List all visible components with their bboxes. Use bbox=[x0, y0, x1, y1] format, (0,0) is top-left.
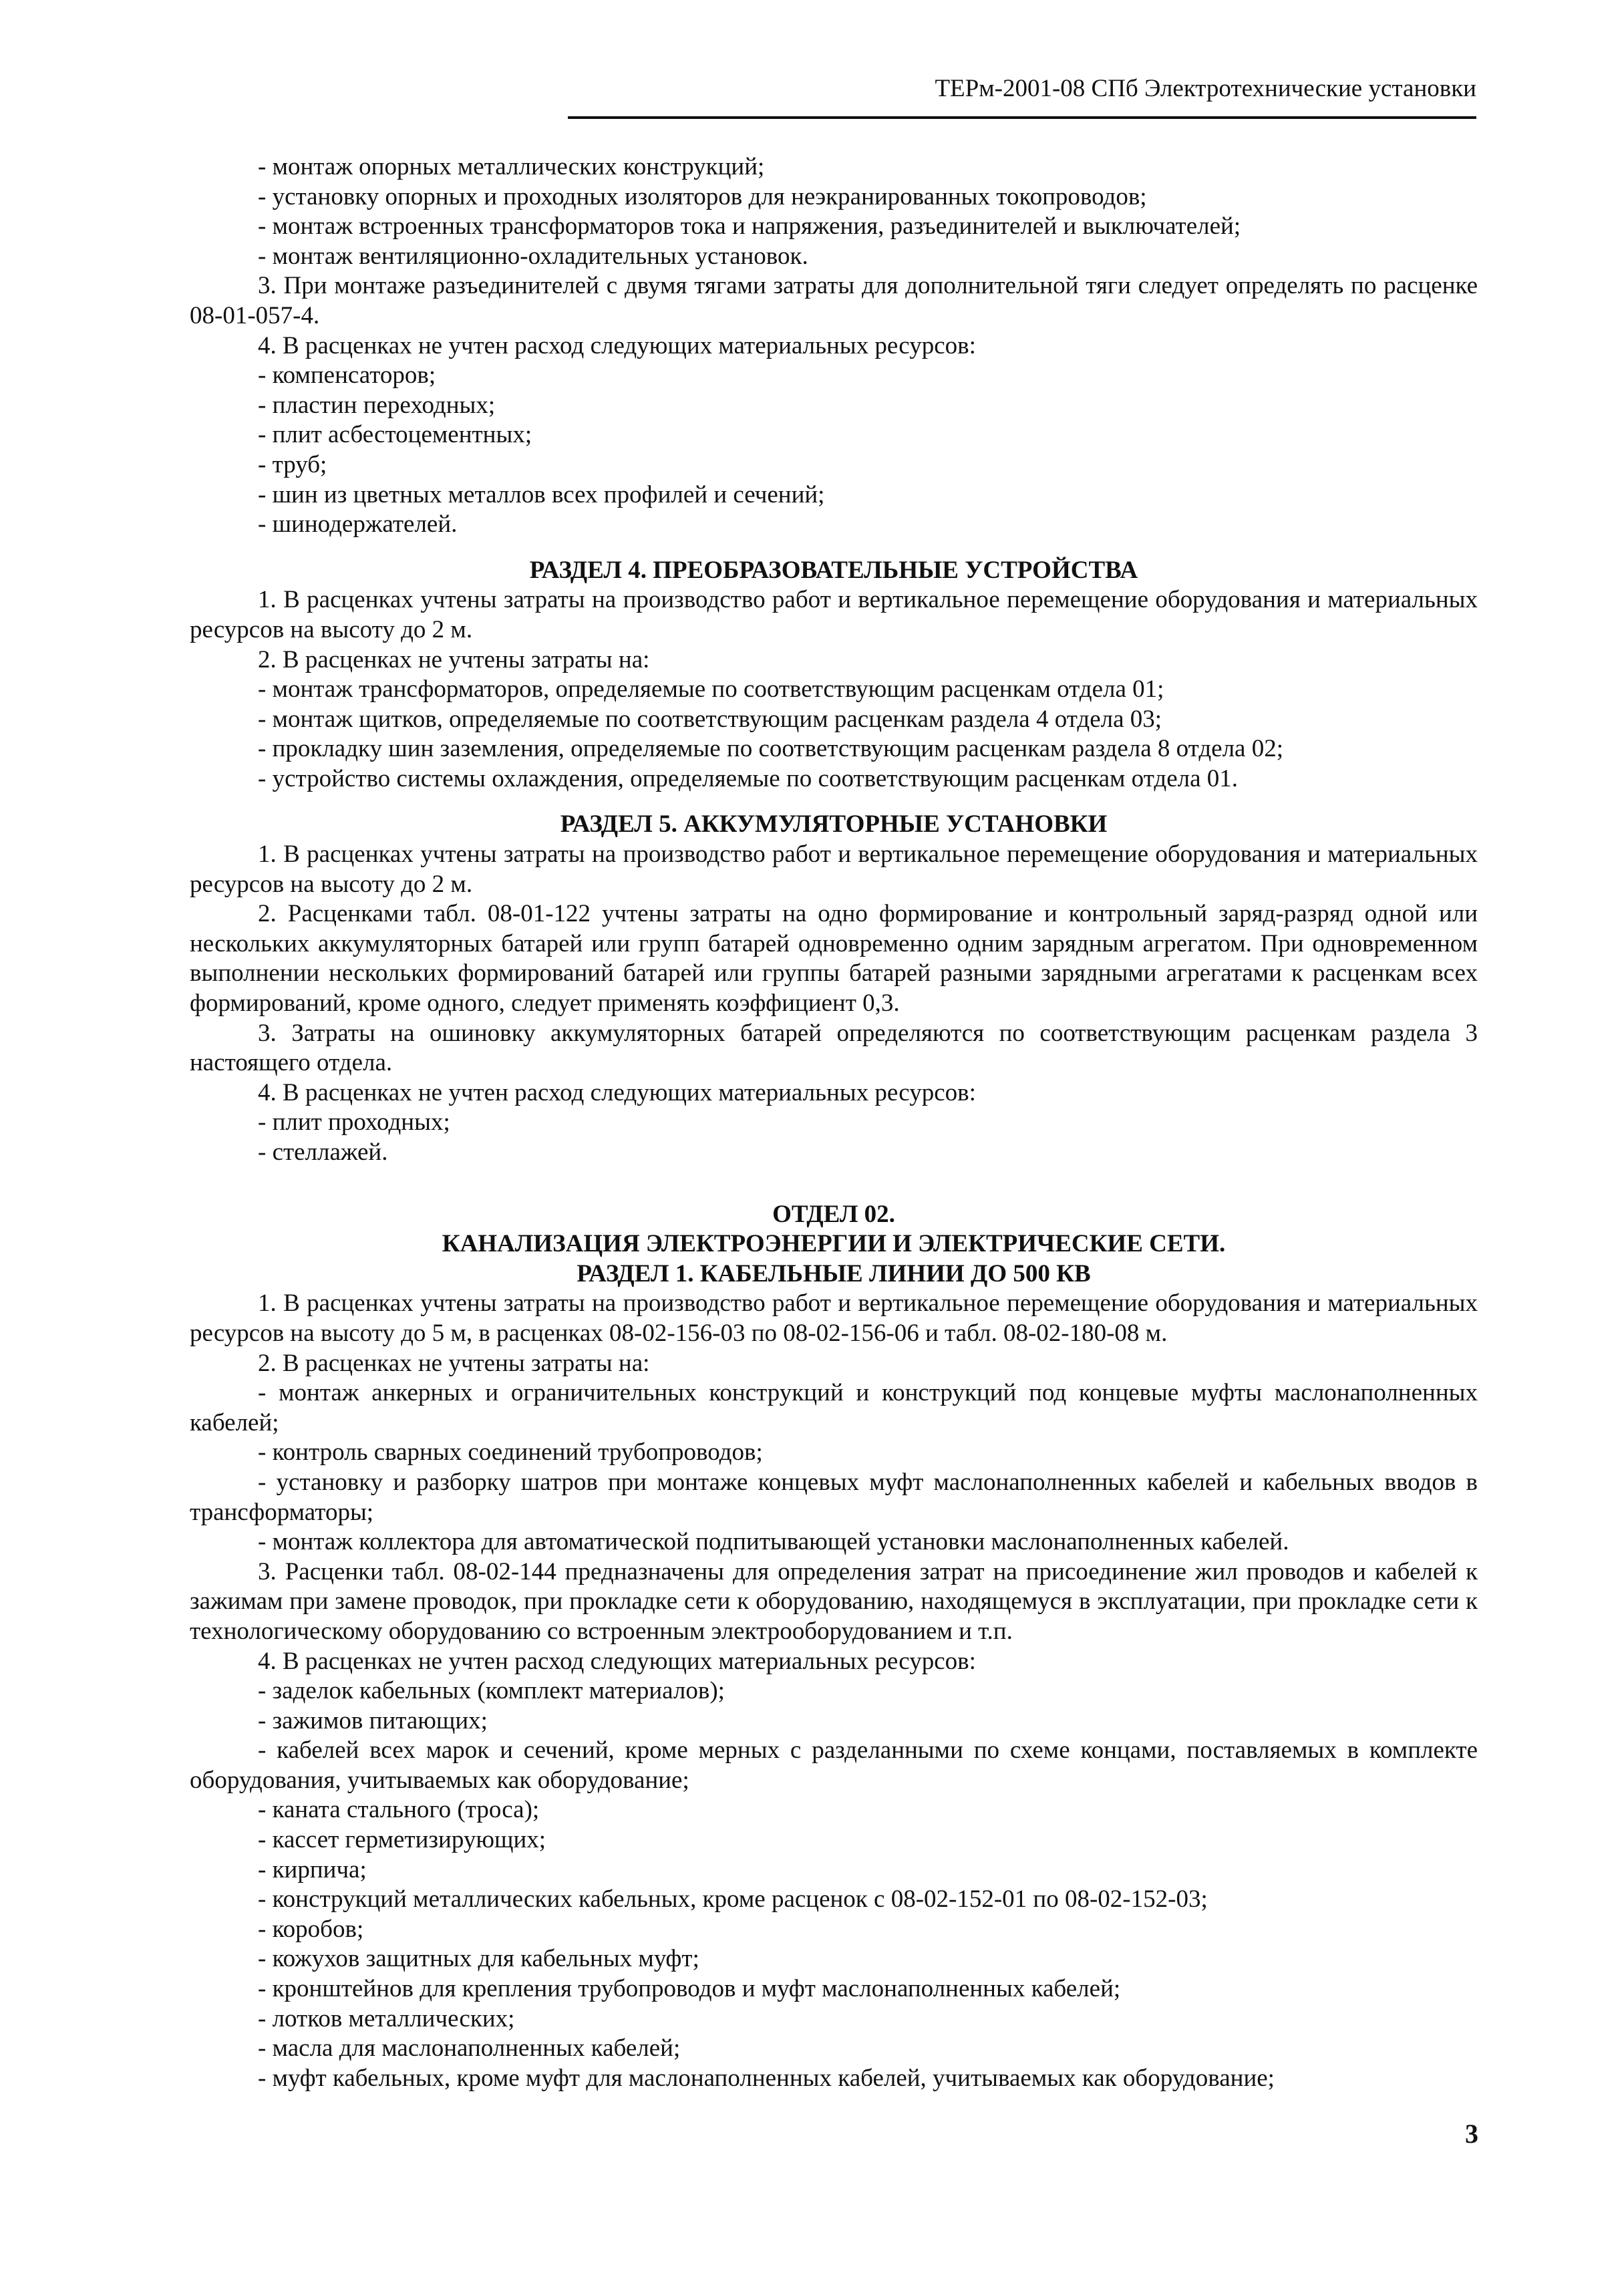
list-item: - зажимов питающих; bbox=[258, 1706, 488, 1734]
section-heading: РАЗДЕЛ 5. АККУМУЛЯТОРНЫЕ УСТАНОВКИ bbox=[560, 810, 1108, 838]
paragraph: 4. В расценках не учтен расход следующих материальных ресурсов: bbox=[258, 1078, 976, 1106]
list-item: - конструкций металлических кабельных, кроме расценок с 08-02-152-01 по 08-02-152-03; bbox=[258, 1885, 1208, 1914]
section-5 bbox=[190, 810, 1478, 1167]
list-item: - кирпича; bbox=[258, 1855, 367, 1883]
list-item: - труб; bbox=[258, 450, 327, 478]
list-item: - монтаж трансформаторов, определяемые по соответствующим расценкам отдела 01; bbox=[258, 675, 1164, 704]
list-item: - контроль сварных соединений трубопроводов; bbox=[258, 1438, 763, 1467]
paragraph: 4. В расценках не учтен расход следующих материальных ресурсов: bbox=[258, 1647, 976, 1675]
list-item: - монтаж опорных металлических конструкций; bbox=[258, 153, 765, 180]
list-item: - установку опорных и проходных изоляторов для неэкранированных токопроводов; bbox=[258, 182, 1147, 210]
list-item: - монтаж вентиляционно-охладительных установок. bbox=[258, 242, 808, 270]
department-heading: ОТДЕЛ 02. bbox=[772, 1200, 895, 1228]
list-item: - прокладку шин заземления, определяемые по соответствующим расценкам раздела 8 отдела 02; bbox=[258, 735, 1284, 763]
paragraph: 1. В расценках учтены затраты на производство работ и вертикальное перемещение оборудования и материальных ресурсов на высоту до 5 м, в расценках 08-02-156-03 по 08-02-156-06 и табл. 08-02-180-08 м. bbox=[190, 1289, 1478, 1347]
paragraph: 3. При монтаже разъединителей с двумя тягами затраты для дополнительной тяги следует определять по расценке 08-01-057-4. bbox=[190, 272, 1478, 329]
intro-block bbox=[190, 152, 1478, 540]
list-item: - устройство системы охлаждения, определяемые по соответствующим расценкам отдела 01. bbox=[258, 764, 1239, 792]
paragraph: 2. Расценками табл. 08-01-122 учтены затраты на одно формирование и контрольный заряд-разряд одной или нескольких аккумуляторных батарей или групп батарей одновременно одним зарядным агрегатом. При одновременном выполнении нескольких формирований батарей или группы батарей разными зарядными агрегатами к расценкам всех формирований, кроме одного, следует применять коэффициент 0,3. bbox=[190, 900, 1478, 1018]
paragraph: 3. Затраты на ошиновку аккумуляторных батарей определяются по соответствующим расценкам раздела 3 настоящего отдела. bbox=[190, 1019, 1478, 1077]
list-item: - шин из цветных металлов всех профилей и сечений; bbox=[258, 480, 825, 508]
list-item: - заделок кабельных (комплект материалов); bbox=[258, 1677, 725, 1705]
paragraph: 1. В расценках учтены затраты на производство работ и вертикальное перемещение оборудования и материальных ресурсов на высоту до 2 м. bbox=[190, 841, 1478, 898]
list-item: - плит проходных; bbox=[258, 1108, 450, 1136]
list-item: - кассет герметизирующих; bbox=[258, 1826, 546, 1854]
list-item: - монтаж коллектора для автоматической подпитывающей установки маслонаполненных кабелей. bbox=[258, 1528, 1289, 1556]
list-item: - монтаж встроенных трансформаторов тока и напряжения, разъединителей и выключателей; bbox=[258, 212, 1241, 241]
list-item: - лотков металлических; bbox=[258, 2004, 515, 2032]
list-item: - масла для маслонаполненных кабелей; bbox=[258, 2034, 681, 2063]
list-item: - коробов; bbox=[258, 1915, 364, 1943]
list-item: - установку и разборку шатров при монтаже концевых муфт маслонаполненных кабелей и кабельных вводов в трансформаторы; bbox=[190, 1468, 1478, 1526]
page-body bbox=[190, 152, 1478, 2093]
paragraph: 2. В расценках не учтены затраты на: bbox=[258, 645, 650, 673]
list-item: - кожухов защитных для кабельных муфт; bbox=[258, 1945, 699, 1973]
section-heading: РАЗДЕЛ 4. ПРЕОБРАЗОВАТЕЛЬНЫЕ УСТРОЙСТВА bbox=[529, 556, 1138, 584]
running-header: ТЕРм-2001-08 СПб Электротехнические установки bbox=[568, 72, 1476, 119]
list-item: - кронштейнов для крепления трубопроводов и муфт маслонаполненных кабелей; bbox=[258, 1975, 1121, 2003]
list-item: - монтаж щитков, определяемые по соответствующим расценкам раздела 4 отдела 03; bbox=[258, 705, 1162, 733]
list-item: - кабелей всех марок и сечений, кроме мерных с разделанными по схеме концами, поставляемых в комплекте оборудования, учитываемых как оборудование; bbox=[190, 1736, 1478, 1794]
list-item: - муфт кабельных, кроме муфт для маслонаполненных кабелей, учитываемых как оборудование; bbox=[258, 2064, 1275, 2092]
list-item: - плит асбестоцементных; bbox=[258, 421, 532, 449]
department-subheading: КАНАЛИЗАЦИЯ ЭЛЕКТРОЭНЕРГИИ И ЭЛЕКТРИЧЕСКИЕ СЕТИ. bbox=[442, 1230, 1226, 1258]
section-4 bbox=[190, 556, 1478, 794]
section-heading: РАЗДЕЛ 1. КАБЕЛЬНЫЕ ЛИНИИ ДО 500 КВ bbox=[577, 1259, 1091, 1287]
list-item: - монтаж анкерных и ограничительных конструкций и конструкций под концевые муфты маслонаполненных кабелей; bbox=[190, 1379, 1478, 1436]
department-02 bbox=[190, 1200, 1478, 2094]
list-item: - стеллажей. bbox=[258, 1138, 388, 1166]
paragraph: 3. Расценки табл. 08-02-144 предназначены для определения затрат на присоединение жил проводов и кабелей к зажимам при замене проводок, при прокладке сети к оборудованию, находящемуся в эксплуатации, при прокладке сети к технологическому оборудованию со встроенным электрооборудованием и т.п. bbox=[190, 1557, 1478, 1645]
paragraph: 4. В расценках не учтен расход следующих материальных ресурсов: bbox=[258, 331, 976, 359]
list-item: - шинодержателей. bbox=[258, 510, 458, 539]
paragraph: 2. В расценках не учтены затраты на: bbox=[258, 1349, 650, 1377]
list-item: - компенсаторов; bbox=[258, 361, 436, 390]
paragraph: 1. В расценках учтены затраты на производство работ и вертикальное перемещение оборудования и материальных ресурсов на высоту до 2 м. bbox=[190, 586, 1478, 643]
page-number: 3 bbox=[1465, 2119, 1478, 2149]
list-item: - каната стального (троса); bbox=[258, 1796, 540, 1824]
list-item: - пластин переходных; bbox=[258, 391, 496, 419]
